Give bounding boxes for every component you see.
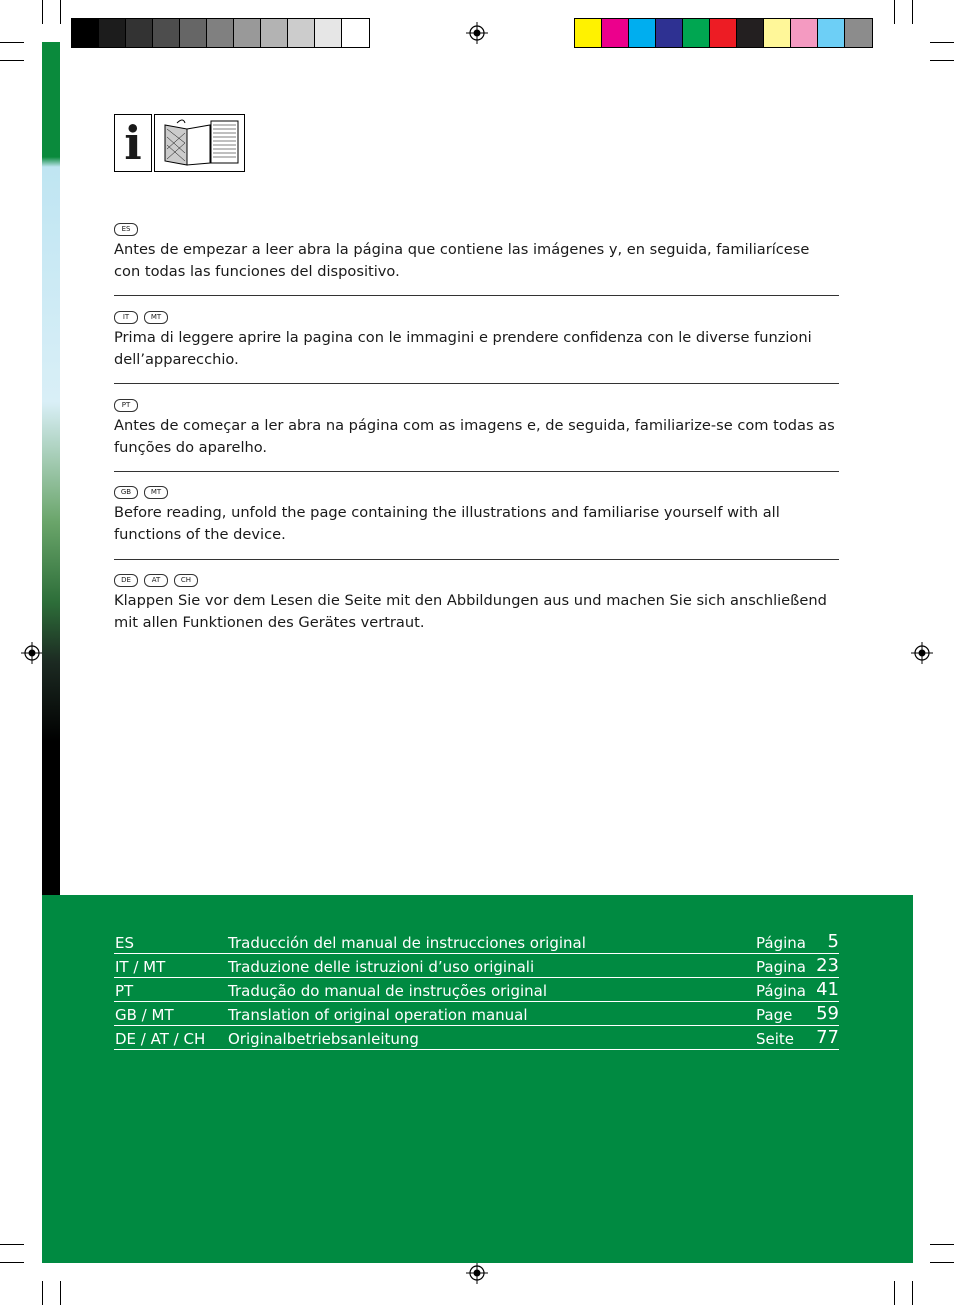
language-badges bbox=[114, 399, 839, 413]
color-swatch bbox=[153, 19, 180, 47]
unfold-page-icon bbox=[154, 114, 245, 172]
toc-row[interactable] bbox=[114, 1026, 839, 1050]
color-swatch bbox=[791, 19, 818, 47]
registration-mark-bottom-icon bbox=[466, 1262, 488, 1284]
language-code-badge: PT bbox=[114, 399, 138, 412]
toc-page-word: Pagina bbox=[756, 958, 806, 976]
language-badges bbox=[114, 574, 839, 588]
toc-title: Traducción del manual de instrucciones original bbox=[228, 934, 586, 952]
toc-row[interactable] bbox=[114, 978, 839, 1002]
toc-row[interactable] bbox=[114, 930, 839, 954]
unfold-page-drawing bbox=[155, 115, 243, 170]
registration-mark-top-icon bbox=[466, 22, 488, 44]
registration-mark-right-icon bbox=[911, 642, 933, 664]
toc-page-word: Página bbox=[756, 982, 806, 1000]
crop-mark-tl-v bbox=[42, 0, 43, 24]
crop-mark-tr-v bbox=[912, 0, 913, 24]
color-swatch bbox=[818, 19, 845, 47]
divider bbox=[114, 383, 839, 384]
language-code-badge: MT bbox=[144, 311, 168, 324]
toc-language-code: PT bbox=[115, 982, 134, 1000]
crop-mark-tr-v2 bbox=[894, 0, 895, 24]
process-color-bar bbox=[574, 18, 873, 48]
toc-language-code: ES bbox=[115, 934, 134, 952]
toc-page-word: Página bbox=[756, 934, 806, 952]
color-swatch bbox=[234, 19, 261, 47]
toc-language-code: IT / MT bbox=[115, 958, 166, 976]
language-note-text: Klappen Sie vor dem Lesen die Seite mit den Abbildungen aus und machen Sie sich anschließend mit allen Funktionen des Gerätes vertraut. bbox=[114, 592, 827, 631]
language-code-badge: DE bbox=[114, 574, 138, 587]
toc-page-number: 59 bbox=[816, 1003, 839, 1024]
color-swatch bbox=[180, 19, 207, 47]
toc-title: Originalbetriebsanleitung bbox=[228, 1030, 419, 1048]
color-swatch bbox=[261, 19, 288, 47]
toc-page-number: 77 bbox=[816, 1027, 839, 1048]
language-note-es bbox=[114, 223, 839, 283]
toc-page-word: Seite bbox=[756, 1030, 795, 1048]
toc-title: Translation of original operation manual bbox=[228, 1006, 528, 1024]
language-code-badge: ES bbox=[114, 223, 138, 236]
divider bbox=[114, 471, 839, 472]
toc-page-number: 23 bbox=[816, 955, 839, 976]
toc-language-code: GB / MT bbox=[115, 1006, 174, 1024]
language-note-text: Antes de começar a ler abra na página com as imagens e, de seguida, familiarize-se com todas as funções do aparelho. bbox=[114, 417, 835, 456]
language-note-text: Prima di leggere aprire la pagina con le immagini e prendere confidenza con le diverse funzioni dell’apparecchio. bbox=[114, 329, 812, 368]
cover-image-strip bbox=[42, 42, 60, 895]
toc-page-word: Page bbox=[756, 1006, 793, 1024]
color-swatch bbox=[575, 19, 602, 47]
crop-mark-br-v2 bbox=[894, 1281, 895, 1305]
language-code-badge: CH bbox=[174, 574, 198, 587]
toc-row[interactable] bbox=[114, 954, 839, 978]
divider bbox=[114, 559, 839, 560]
registration-mark-left-icon bbox=[21, 642, 43, 664]
table-of-contents bbox=[114, 930, 839, 1050]
color-swatch bbox=[764, 19, 791, 47]
grayscale-color-bar bbox=[71, 18, 370, 48]
toc-row[interactable] bbox=[114, 1002, 839, 1026]
color-swatch bbox=[845, 19, 872, 47]
crop-mark-br-h2 bbox=[930, 1262, 954, 1263]
language-badges bbox=[114, 486, 839, 500]
crop-mark-br-h bbox=[930, 1244, 954, 1245]
color-swatch bbox=[737, 19, 764, 47]
toc-title: Traduzione delle istruzioni d’uso originali bbox=[228, 958, 535, 976]
language-badges bbox=[114, 223, 839, 237]
language-code-badge: MT bbox=[144, 486, 168, 499]
color-swatch bbox=[656, 19, 683, 47]
info-glyph: i bbox=[124, 116, 142, 170]
crop-mark-tl-h2 bbox=[0, 60, 24, 61]
crop-mark-tl-v2 bbox=[60, 0, 61, 24]
language-code-badge: IT bbox=[114, 311, 138, 324]
color-swatch bbox=[683, 19, 710, 47]
language-note-text: Antes de empezar a leer abra la página que contiene las imágenes y, en seguida, familiarícese con todas las funciones del dispositivo. bbox=[114, 241, 810, 280]
language-note-text: Before reading, unfold the page containing the illustrations and familiarise yourself with all functions of the device. bbox=[114, 504, 780, 543]
toc-page-number: 41 bbox=[816, 979, 839, 1000]
language-note-gb-mt bbox=[114, 486, 839, 546]
crop-mark-tl-h bbox=[0, 42, 24, 43]
crop-mark-tr-h2 bbox=[930, 60, 954, 61]
language-badges bbox=[114, 311, 839, 325]
crop-mark-bl-v2 bbox=[60, 1281, 61, 1305]
crop-mark-bl-h bbox=[0, 1244, 24, 1245]
crop-mark-tr-h bbox=[930, 42, 954, 43]
color-swatch bbox=[288, 19, 315, 47]
language-note-pt bbox=[114, 399, 839, 459]
crop-mark-bl-h2 bbox=[0, 1262, 24, 1263]
color-swatch bbox=[710, 19, 737, 47]
color-swatch bbox=[99, 19, 126, 47]
divider bbox=[114, 295, 839, 296]
toc-title: Tradução do manual de instruções original bbox=[228, 982, 548, 1000]
color-swatch bbox=[602, 19, 629, 47]
color-swatch bbox=[315, 19, 342, 47]
toc-page-number: 5 bbox=[827, 931, 839, 952]
toc-language-code: DE / AT / CH bbox=[115, 1030, 206, 1048]
language-note-de-at-ch bbox=[114, 574, 839, 634]
crop-mark-br-v bbox=[912, 1281, 913, 1305]
color-swatch bbox=[629, 19, 656, 47]
language-code-badge: AT bbox=[144, 574, 168, 587]
language-note-it-mt bbox=[114, 311, 839, 371]
color-swatch bbox=[342, 19, 369, 47]
color-swatch bbox=[207, 19, 234, 47]
crop-mark-bl-v bbox=[42, 1281, 43, 1305]
info-icon bbox=[114, 114, 152, 172]
color-swatch bbox=[72, 19, 99, 47]
language-code-badge: GB bbox=[114, 486, 138, 499]
color-swatch bbox=[126, 19, 153, 47]
